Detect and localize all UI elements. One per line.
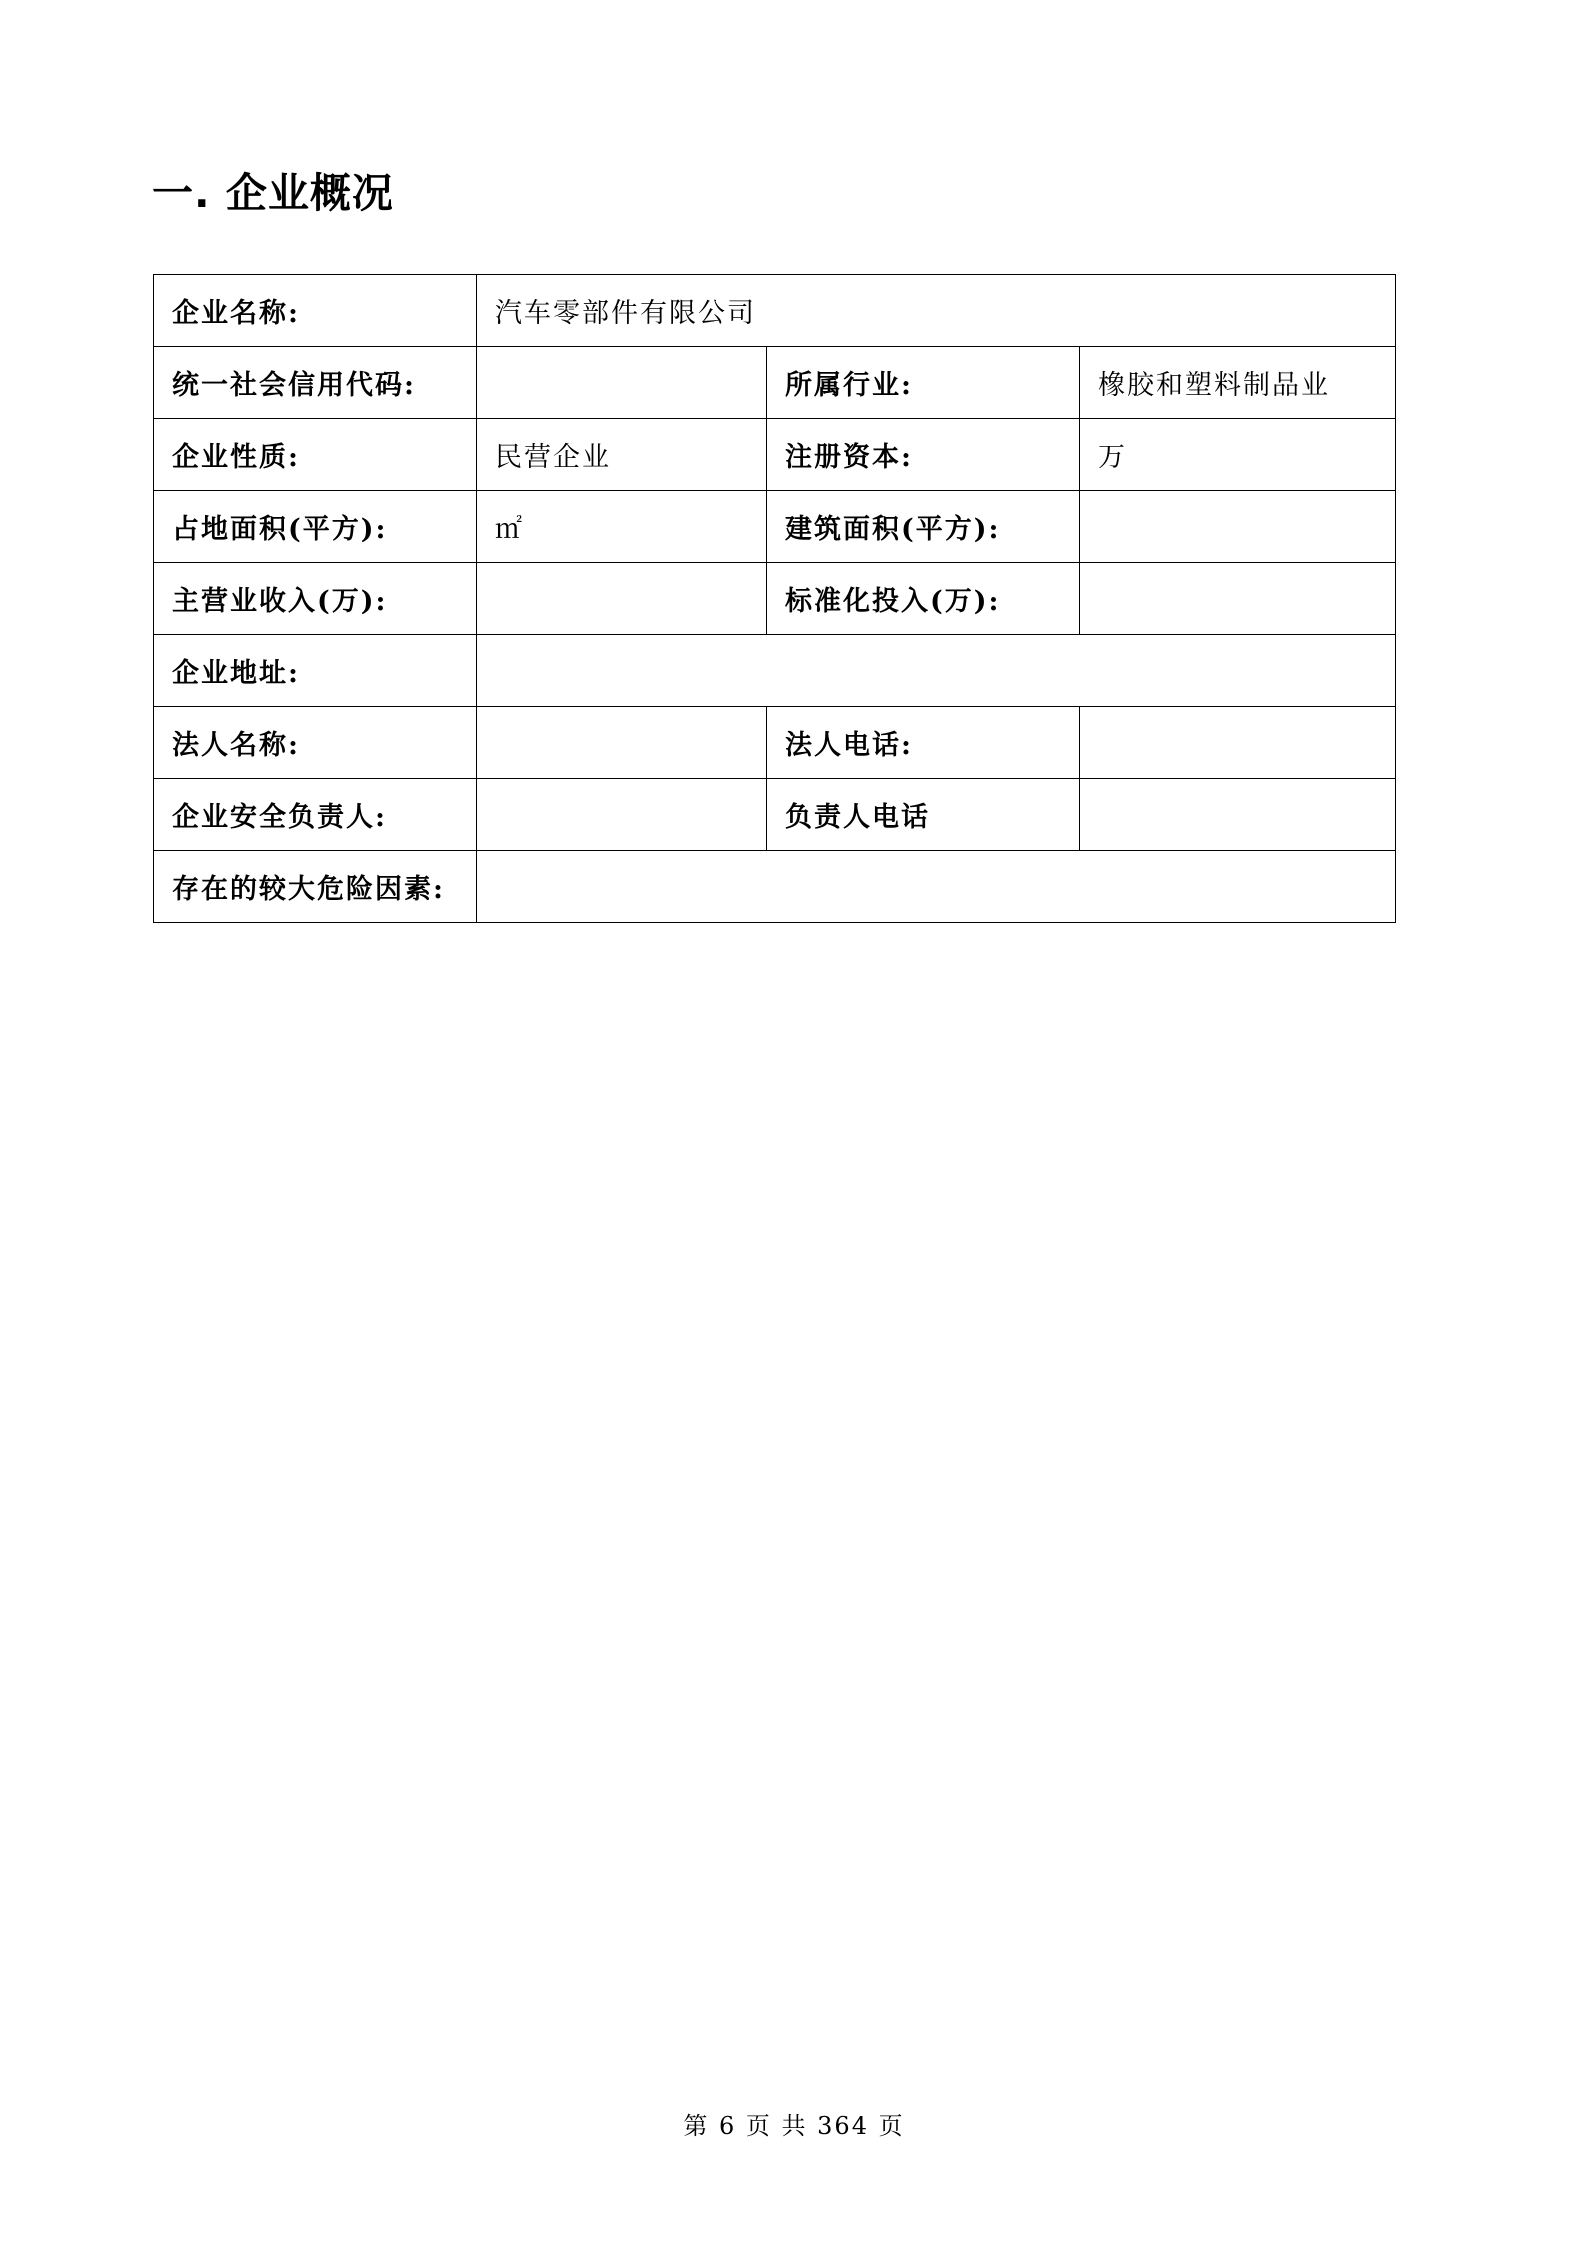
- legal-name-label: 法人名称:: [154, 707, 477, 779]
- safety-person-label: 企业安全负责人:: [154, 779, 477, 851]
- safety-phone-label: 负责人电话: [767, 779, 1080, 851]
- address-label: 企业地址:: [154, 635, 477, 707]
- legal-name-value: [477, 707, 767, 779]
- page-number: 第 6 页 共 364 页: [683, 2112, 905, 2140]
- industry-label: 所属行业:: [767, 347, 1080, 419]
- nature-value: 民营企业: [477, 419, 767, 491]
- table-row: [154, 347, 1396, 419]
- table-row: [154, 491, 1396, 563]
- standard-invest-label: 标准化投入(万):: [767, 563, 1080, 635]
- table-row: [154, 563, 1396, 635]
- credit-code-label: 统一社会信用代码:: [154, 347, 477, 419]
- table-row: [154, 275, 1396, 347]
- company-name-value: 汽车零部件有限公司: [477, 275, 1396, 347]
- safety-phone-value: [1080, 779, 1396, 851]
- building-area-label: 建筑面积(平方):: [767, 491, 1080, 563]
- company-name-label: 企业名称:: [154, 275, 477, 347]
- section-title: 一. 企业概况: [152, 169, 394, 217]
- revenue-value: [477, 563, 767, 635]
- nature-label: 企业性质:: [154, 419, 477, 491]
- credit-code-value: [477, 347, 767, 419]
- risk-factors-value: [477, 851, 1396, 923]
- table-row: [154, 851, 1396, 923]
- standard-invest-value: [1080, 563, 1396, 635]
- legal-phone-label: 法人电话:: [767, 707, 1080, 779]
- capital-value: 万: [1080, 419, 1396, 491]
- table-row: [154, 635, 1396, 707]
- land-area-label: 占地面积(平方):: [154, 491, 477, 563]
- industry-value: 橡胶和塑料制品业: [1080, 347, 1396, 419]
- table-row: [154, 707, 1396, 779]
- revenue-label: 主营业收入(万):: [154, 563, 477, 635]
- capital-label: 注册资本:: [767, 419, 1080, 491]
- address-value: [477, 635, 1396, 707]
- enterprise-info-table: [153, 274, 1396, 923]
- table-row: [154, 419, 1396, 491]
- safety-person-value: [477, 779, 767, 851]
- legal-phone-value: [1080, 707, 1396, 779]
- risk-factors-label: 存在的较大危险因素:: [154, 851, 477, 923]
- building-area-value: [1080, 491, 1396, 563]
- table-row: [154, 779, 1396, 851]
- land-area-value: ㎡: [477, 491, 767, 563]
